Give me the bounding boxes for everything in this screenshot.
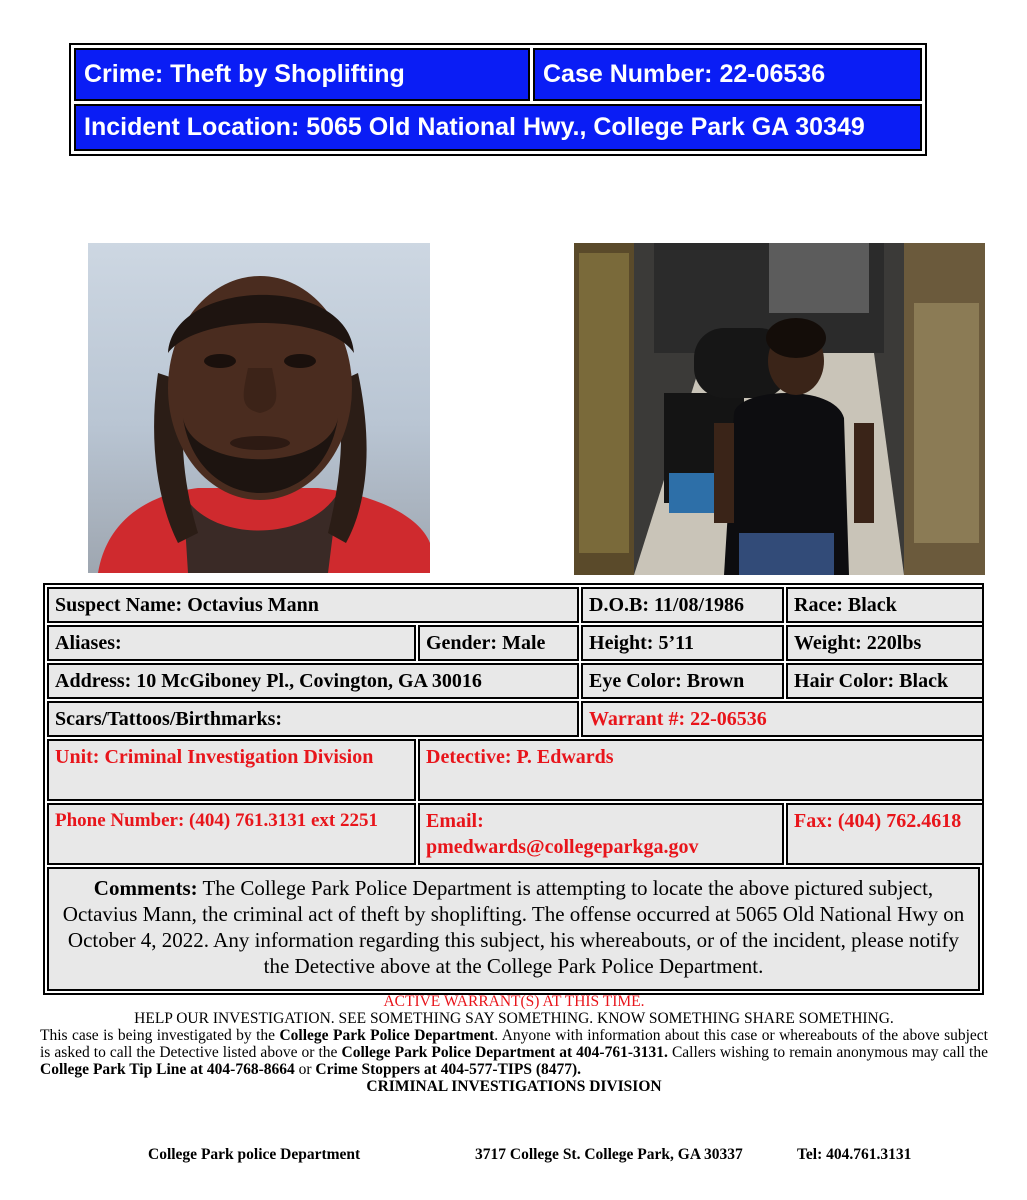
info-text-3: Callers wishing to remain anonymous may call the (667, 1044, 988, 1061)
info-text-4: or (294, 1061, 316, 1078)
active-warrant-notice: ACTIVE WARRANT(S) AT THIS TIME. (383, 993, 645, 1010)
email-address[interactable]: pmedwards@collegeparkga.gov (426, 836, 699, 858)
comments-box (47, 867, 980, 991)
case-number: Case Number: 22-06536 (533, 48, 922, 101)
suspect-hair-color: Hair Color: Black (786, 663, 984, 699)
suspect-race: Race: Black (786, 587, 984, 623)
suspect-scars: Scars/Tattoos/Birthmarks: (47, 701, 579, 737)
department-address: 3717 College St. College Park, GA 30337 (475, 1146, 743, 1163)
suspect-height: Height: 5’11 (581, 625, 784, 661)
suspect-aliases: Aliases: (47, 625, 416, 661)
division-title: CRIMINAL INVESTIGATIONS DIVISION (366, 1078, 662, 1095)
suspect-gender: Gender: Male (418, 625, 579, 661)
crime-label: Crime: Theft by Shoplifting (74, 48, 530, 101)
suspect-weight: Weight: 220lbs (786, 625, 984, 661)
phone-number: Phone Number: (404) 761.3131 ext 2251 (47, 803, 416, 865)
email-cell (418, 803, 784, 865)
warrant-number: Warrant #: 22-06536 (581, 701, 984, 737)
suspect-name: Suspect Name: Octavius Mann (47, 587, 579, 623)
suspect-eye-color: Eye Color: Brown (581, 663, 784, 699)
info-text-1: This case is being investigated by the (40, 1027, 280, 1044)
info-bold-3: College Park Tip Line at 404-768-8664 (40, 1061, 295, 1078)
slogan: HELP OUR INVESTIGATION. SEE SOMETHING SAY SOMETHING. KNOW SOMETHING SHARE SOMETHING. (134, 1010, 894, 1027)
info-bold-1: College Park Police Department (279, 1027, 495, 1044)
fax-number: Fax: (404) 762.4618 (786, 803, 984, 865)
email-label: Email: (426, 810, 484, 832)
info-paragraph (40, 1027, 988, 1078)
info-text-2: . Anyone with information about this case or whereabouts of the above subject is asked to call the Detective listed above or the (40, 1027, 988, 1061)
comments-text: The College Park Police Department is attempting to locate the above pictured subject, Octavius Mann, the criminal act of theft by shoplifting. The offense occurred at 5065 Old National Hwy on October 4, 2022. Any information regarding this subject, his whereabouts, or of the incident, please notify the Detective above at the College Park Police Department. (62, 876, 965, 978)
footer (40, 993, 988, 1095)
department-tel: Tel: 404.761.3131 (797, 1146, 912, 1163)
surveillance-photo (574, 243, 985, 575)
comments-label: Comments: (93, 876, 198, 900)
info-bold-2: College Park Police Department at 404-761-3131. (341, 1044, 668, 1061)
header-banner (69, 43, 927, 156)
detective: Detective: P. Edwards (418, 739, 984, 801)
suspect-info-table (43, 583, 984, 995)
department-name: College Park police Department (148, 1146, 361, 1163)
incident-location: Incident Location: 5065 Old National Hwy., College Park GA 30349 (74, 104, 922, 151)
suspect-dob: D.O.B: 11/08/1986 (581, 587, 784, 623)
suspect-address: Address: 10 McGiboney Pl., Covington, GA 30016 (47, 663, 579, 699)
info-bold-4: Crime Stoppers at 404-577-TIPS (8477). (315, 1061, 582, 1078)
suspect-mugshot (88, 243, 430, 573)
unit: Unit: Criminal Investigation Division (47, 739, 416, 801)
